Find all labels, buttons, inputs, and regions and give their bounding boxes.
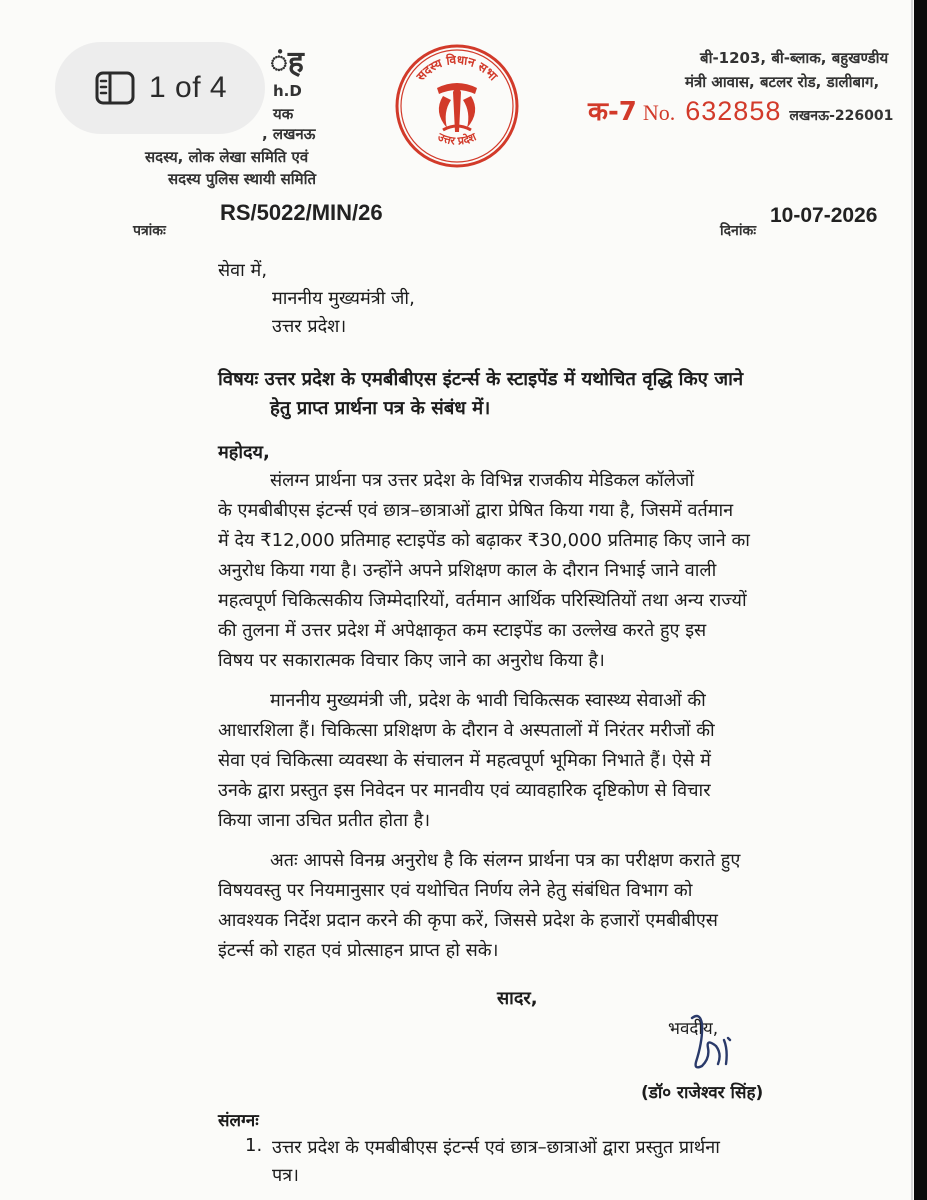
subject-line-2: हेतु प्राप्त प्रार्थना पत्र के संबंध में। [270, 398, 491, 419]
para1-line: संलग्न प्रार्थना पत्र उत्तर प्रदेश के विभिन्न राजकीय मेडिकल कॉलेजों [270, 470, 695, 491]
reference-no-label: No. [642, 100, 676, 125]
letter-date: 10-07-2026 [770, 204, 878, 227]
letterhead-name-fragment: ंह [270, 45, 304, 80]
letterhead-reference [588, 92, 893, 128]
reference-prefix: क-7 [588, 97, 637, 127]
para3-line: इंटर्न्स को राहत एवं प्रोत्साहन प्राप्त हो सके। [218, 940, 499, 961]
para1-line: में देय ₹12,000 प्रतिमाह स्टाइपेंड को बढ़ाकर ₹30,000 प्रतिमाह किए जाने का [218, 530, 750, 551]
reference-number: 632858 [685, 96, 782, 126]
salutation: महोदय, [218, 442, 270, 463]
para2-line: उनके द्वारा प्रस्तुत इस निवेदन पर मानवीय एवं व्यावहारिक दृष्टिकोण से विचार [218, 780, 711, 801]
letterhead-address-line-2: मंत्री आवास, बटलर रोड, डालीबाग, [685, 73, 880, 91]
scan-border-line [911, 0, 913, 1200]
vidhan-sabha-emblem [393, 42, 521, 170]
recipient-line-1: सेवा में, [218, 260, 268, 281]
date-label: दिनांकः [720, 223, 757, 239]
svg-text:सदस्य विधान सभा [413, 53, 501, 84]
para1-line: अनुरोध किया गया है। उन्होंने अपने प्रशिक्षण काल के दौरान निभाई जाने वाली [218, 560, 717, 581]
para3-line: आवश्यक निर्देश प्रदान करने की कृपा करें, जिससे प्रदेश के हजारों एमबीबीएस [218, 910, 718, 931]
para2-line: माननीय मुख्यमंत्री जी, प्रदेश के भावी चिकित्सक स्वास्थ्य सेवाओं की [270, 690, 706, 711]
enclosure-label: संलग्नः [218, 1111, 259, 1131]
closing-saadar: सादर, [497, 988, 538, 1009]
para2-line: आधारशिला हैं। चिकित्सा प्रशिक्षण के दौरान वे अस्पतालों में निरंतर मरीजों की [218, 720, 715, 741]
letter-number-label: पत्रांकः [133, 223, 166, 239]
letterhead-address-line-1: बी-1203, बी-ब्लाक, बहुखण्डीय [700, 49, 889, 67]
page-indicator-text: 1 of 4 [149, 71, 228, 104]
enclosure-item-number: 1. [245, 1135, 263, 1156]
para2-line: किया जाना उचित प्रतीत होता है। [218, 810, 431, 831]
emblem-bottom-text: उत्तर प्रदेश [435, 130, 479, 148]
svg-text:उत्तर प्रदेश [435, 130, 479, 148]
letterhead-degree-fragment: h.D [273, 82, 302, 100]
enclosure-item-line-2: पत्र। [272, 1165, 299, 1186]
letterhead-committee-1: सदस्य, लोक लेखा समिति एवं [145, 148, 309, 166]
emblem-top-text: सदस्य विधान सभा [413, 52, 501, 84]
handwritten-signature [672, 1010, 752, 1080]
para3-line: अतः आपसे विनम्र अनुरोध है कि संलग्न प्रार्थना पत्र का परीक्षण कराते हुए [270, 850, 741, 871]
letterhead-committee-2: सदस्य पुलिस स्थायी समिति [168, 170, 317, 188]
pages-icon [95, 71, 135, 105]
letterhead-post-fragment: यक [273, 105, 294, 123]
para3-line: विषयवस्तु पर नियमानुसार एवं यथोचित निर्णय लेने हेतु संबंधित विभाग को [218, 880, 693, 901]
page-indicator[interactable] [55, 42, 265, 134]
para2-line: सेवा एवं चिकित्सा व्यवस्था के संचालन में महत्वपूर्ण भूमिका निभाते हैं। ऐसे में [218, 750, 711, 771]
subject-line-1: विषयः उत्तर प्रदेश के एमबीबीएस इंटर्न्स के स्टाइपेंड में यथोचित वृद्धि किए जाने [218, 369, 744, 390]
enclosure-item-line-1: उत्तर प्रदेश के एमबीबीएस इंटर्न्स एवं छात्र–छात्राओं द्वारा प्रस्तुत प्रार्थना [272, 1137, 720, 1158]
closing-bhavdiy: भवदीय, [668, 1019, 719, 1039]
letterhead-city-fragment: , लखनऊ [262, 125, 316, 143]
recipient-line-3: उत्तर प्रदेश। [272, 316, 347, 337]
para1-line: की तुलना में उत्तर प्रदेश में अपेक्षाकृत कम स्टाइपेंड का उल्लेख करते हुए इस [218, 620, 707, 641]
recipient-line-2: माननीय मुख्यमंत्री जी, [272, 288, 415, 309]
letterhead-city-pin: लखनऊ-226001 [789, 108, 894, 124]
para1-line: महत्वपूर्ण चिकित्सकीय जिम्मेदारियों, वर्तमान आर्थिक परिस्थितियों तथा अन्य राज्यों [218, 590, 747, 611]
para1-line: विषय पर सकारात्मक विचार किए जाने का अनुरोध किया है। [218, 650, 605, 671]
signatory-name: (डॉ० राजेश्वर सिंह) [641, 1083, 764, 1103]
scan-dark-edge [914, 0, 927, 1200]
para1-line: के एमबीबीएस इंटर्न्स एवं छात्र–छात्राओं द्वारा प्रेषित किया गया है, जिसमें वर्तमान [218, 500, 734, 521]
letter-number: RS/5022/MIN/26 [220, 200, 383, 225]
